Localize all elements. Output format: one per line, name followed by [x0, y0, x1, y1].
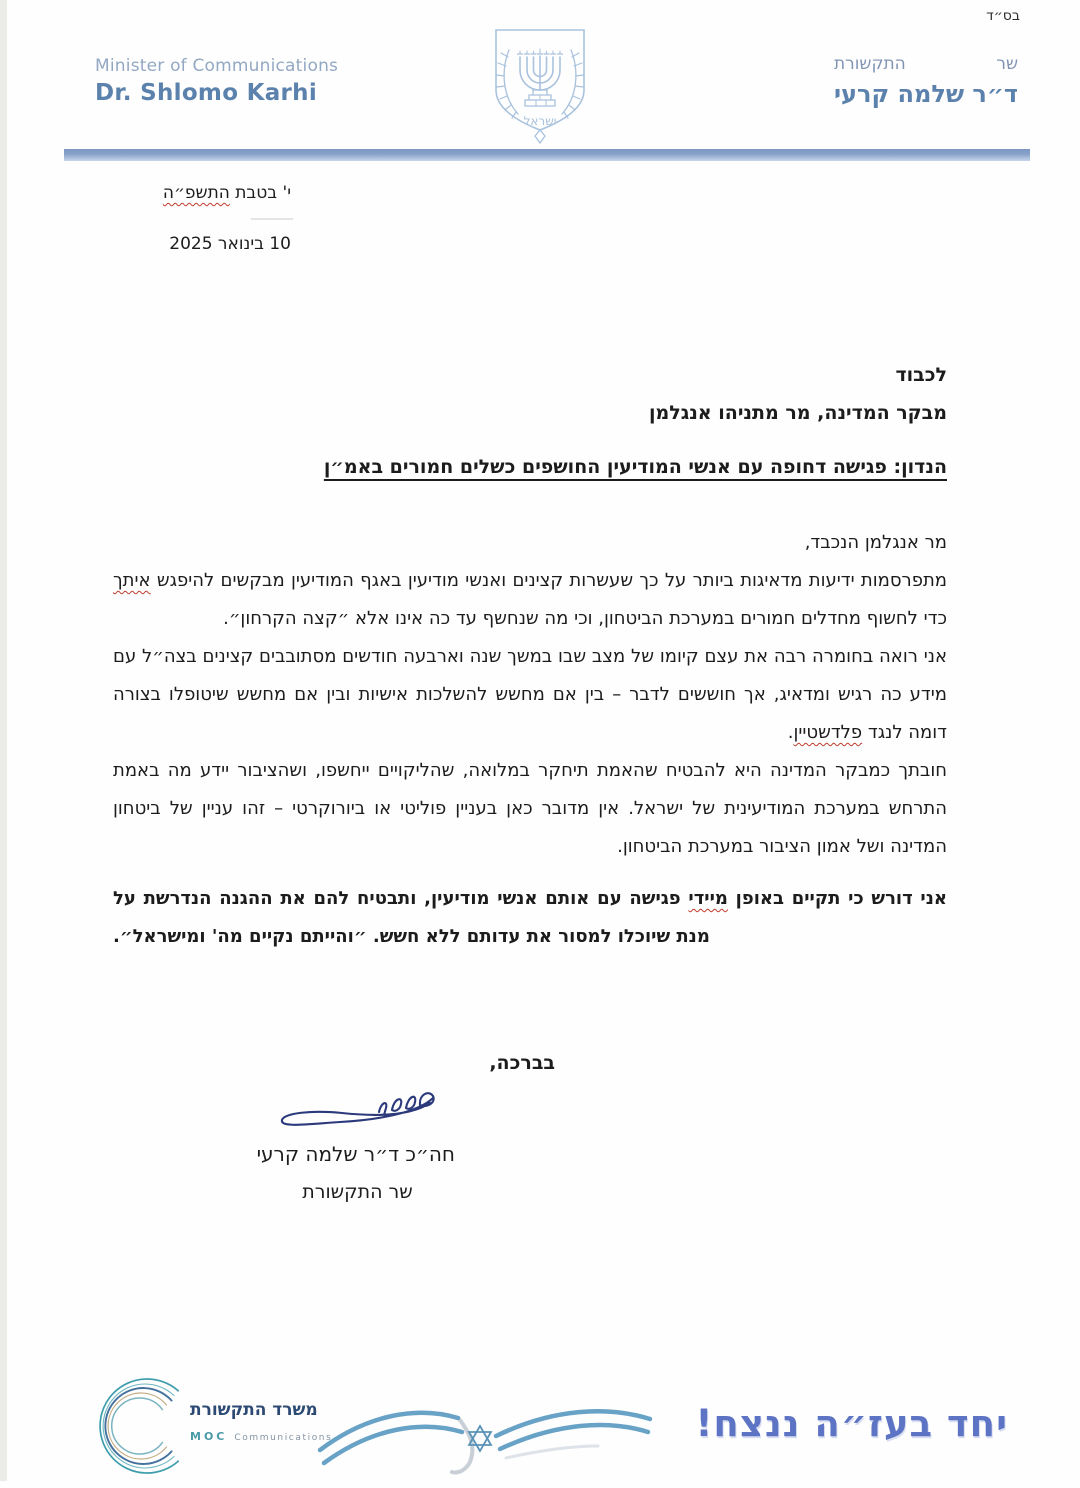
paragraph-demand: אני דורש כי תקיים באופן מיידי פגישה עם אותם אנשי מודיעין, ותבטיח להם את ההגנה הנדרשת על מנת שיוכלו למסור את עדותם ללא חשש. ״והייתם נקיים מה' ומישראל״. — [113, 888, 947, 947]
paragraph-greeting: מר אנגלמן הנכבד, — [804, 532, 947, 553]
emblem-label: ישראל — [523, 114, 557, 128]
israel-flag-ribbon-icon — [310, 1386, 655, 1488]
scan-edge — [0, 0, 7, 1481]
recipient-name: מבקר המדינה, מר מתניהו אנגלמן — [648, 402, 947, 424]
signature-block — [256, 1084, 455, 1203]
subject-text: הנדון: פגישה דחופה עם אנשי המודיעין החושפים כשלים חמורים באמ״ן — [323, 456, 947, 478]
moc-abbr: MOC — [190, 1430, 228, 1443]
minister-name-hebrew — [834, 54, 1018, 108]
hebrew-title — [834, 54, 1018, 74]
footer-slogan: יחד בעז״ה ננצח! — [695, 1402, 1008, 1445]
hebrew-date: י' בטבת התשפ״ה — [162, 183, 291, 203]
english-name: Dr. Shlomo Karhi — [95, 80, 318, 106]
signer-title: שר התקשורת — [302, 1181, 413, 1203]
paragraph: אני רואה בחומרה רבה את עצם קיומו של מצב שבו במשך שנה וארבעה חודשים מסתובבים קצינים בצה״ל עם מידע כה רגיש ומדאיג, אך חוששים לדבר – בין אם מחשש להשלכות אישיות ובין אם מחשש שיטופלו בצורה דומה לנגד פלדשטיין. — [113, 646, 947, 743]
moc-logo — [95, 1372, 333, 1480]
hebrew-title-word: התקשורת — [834, 54, 906, 74]
paragraph: חובתך כמבקר המדינה היא להבטיח שהאמת תיחקר במלואה, שהליקויים ייחשפו, ושהציבור יידע מה באמת התרחש במערכת המודיעינית של ישראל. אין מדובר כאן בעניין פוליטי או ביורוקרטי – זהו עניין של ביטחון המדינה ושל אמון הציבור במערכת הביטחון. — [113, 760, 947, 857]
handwritten-signature-icon — [270, 1084, 445, 1140]
minister-name-english — [95, 56, 338, 106]
subject-line — [110, 456, 947, 478]
gregorian-date: 10 בינואר 2025 — [169, 234, 291, 254]
hebrew-title-word: שר — [996, 54, 1018, 74]
moc-hebrew-name: משרד התקשורת — [190, 1400, 318, 1420]
letter-body — [113, 524, 947, 956]
recipient-salutation: לכבוד — [895, 364, 947, 386]
israel-emblem-icon — [487, 26, 593, 147]
hebrew-name: ד״ר שלמה קרעי — [833, 80, 1018, 108]
moc-communications: Communications — [234, 1433, 333, 1443]
closing-salutation: בברכה, — [489, 1052, 555, 1074]
recipient-block — [649, 356, 947, 432]
signer-name: חה״כ ד״ר שלמה קרעי — [256, 1142, 455, 1166]
english-title: Minister of Communications — [95, 56, 339, 76]
moc-logo-text — [190, 1400, 333, 1444]
moc-english-name — [190, 1425, 333, 1444]
date-block — [133, 183, 291, 254]
date-underline-artifact — [251, 218, 293, 220]
header-divider-bar — [64, 149, 1030, 161]
paragraph: מתפרסמות ידיעות מדאיגות ביותר על כך שעשרות קצינים ואנשי מודיעין באגף המודיעין מבקשים להיפגש איתך כדי לחשוף מחדלים חמורים במערכת הביטחון, וכי מה שנחשף עד כה אינו אלא ״קצה הקרחון״. — [113, 570, 947, 629]
besed-text: בס״ד — [986, 8, 1020, 24]
moc-logo-rings-icon — [95, 1372, 195, 1480]
